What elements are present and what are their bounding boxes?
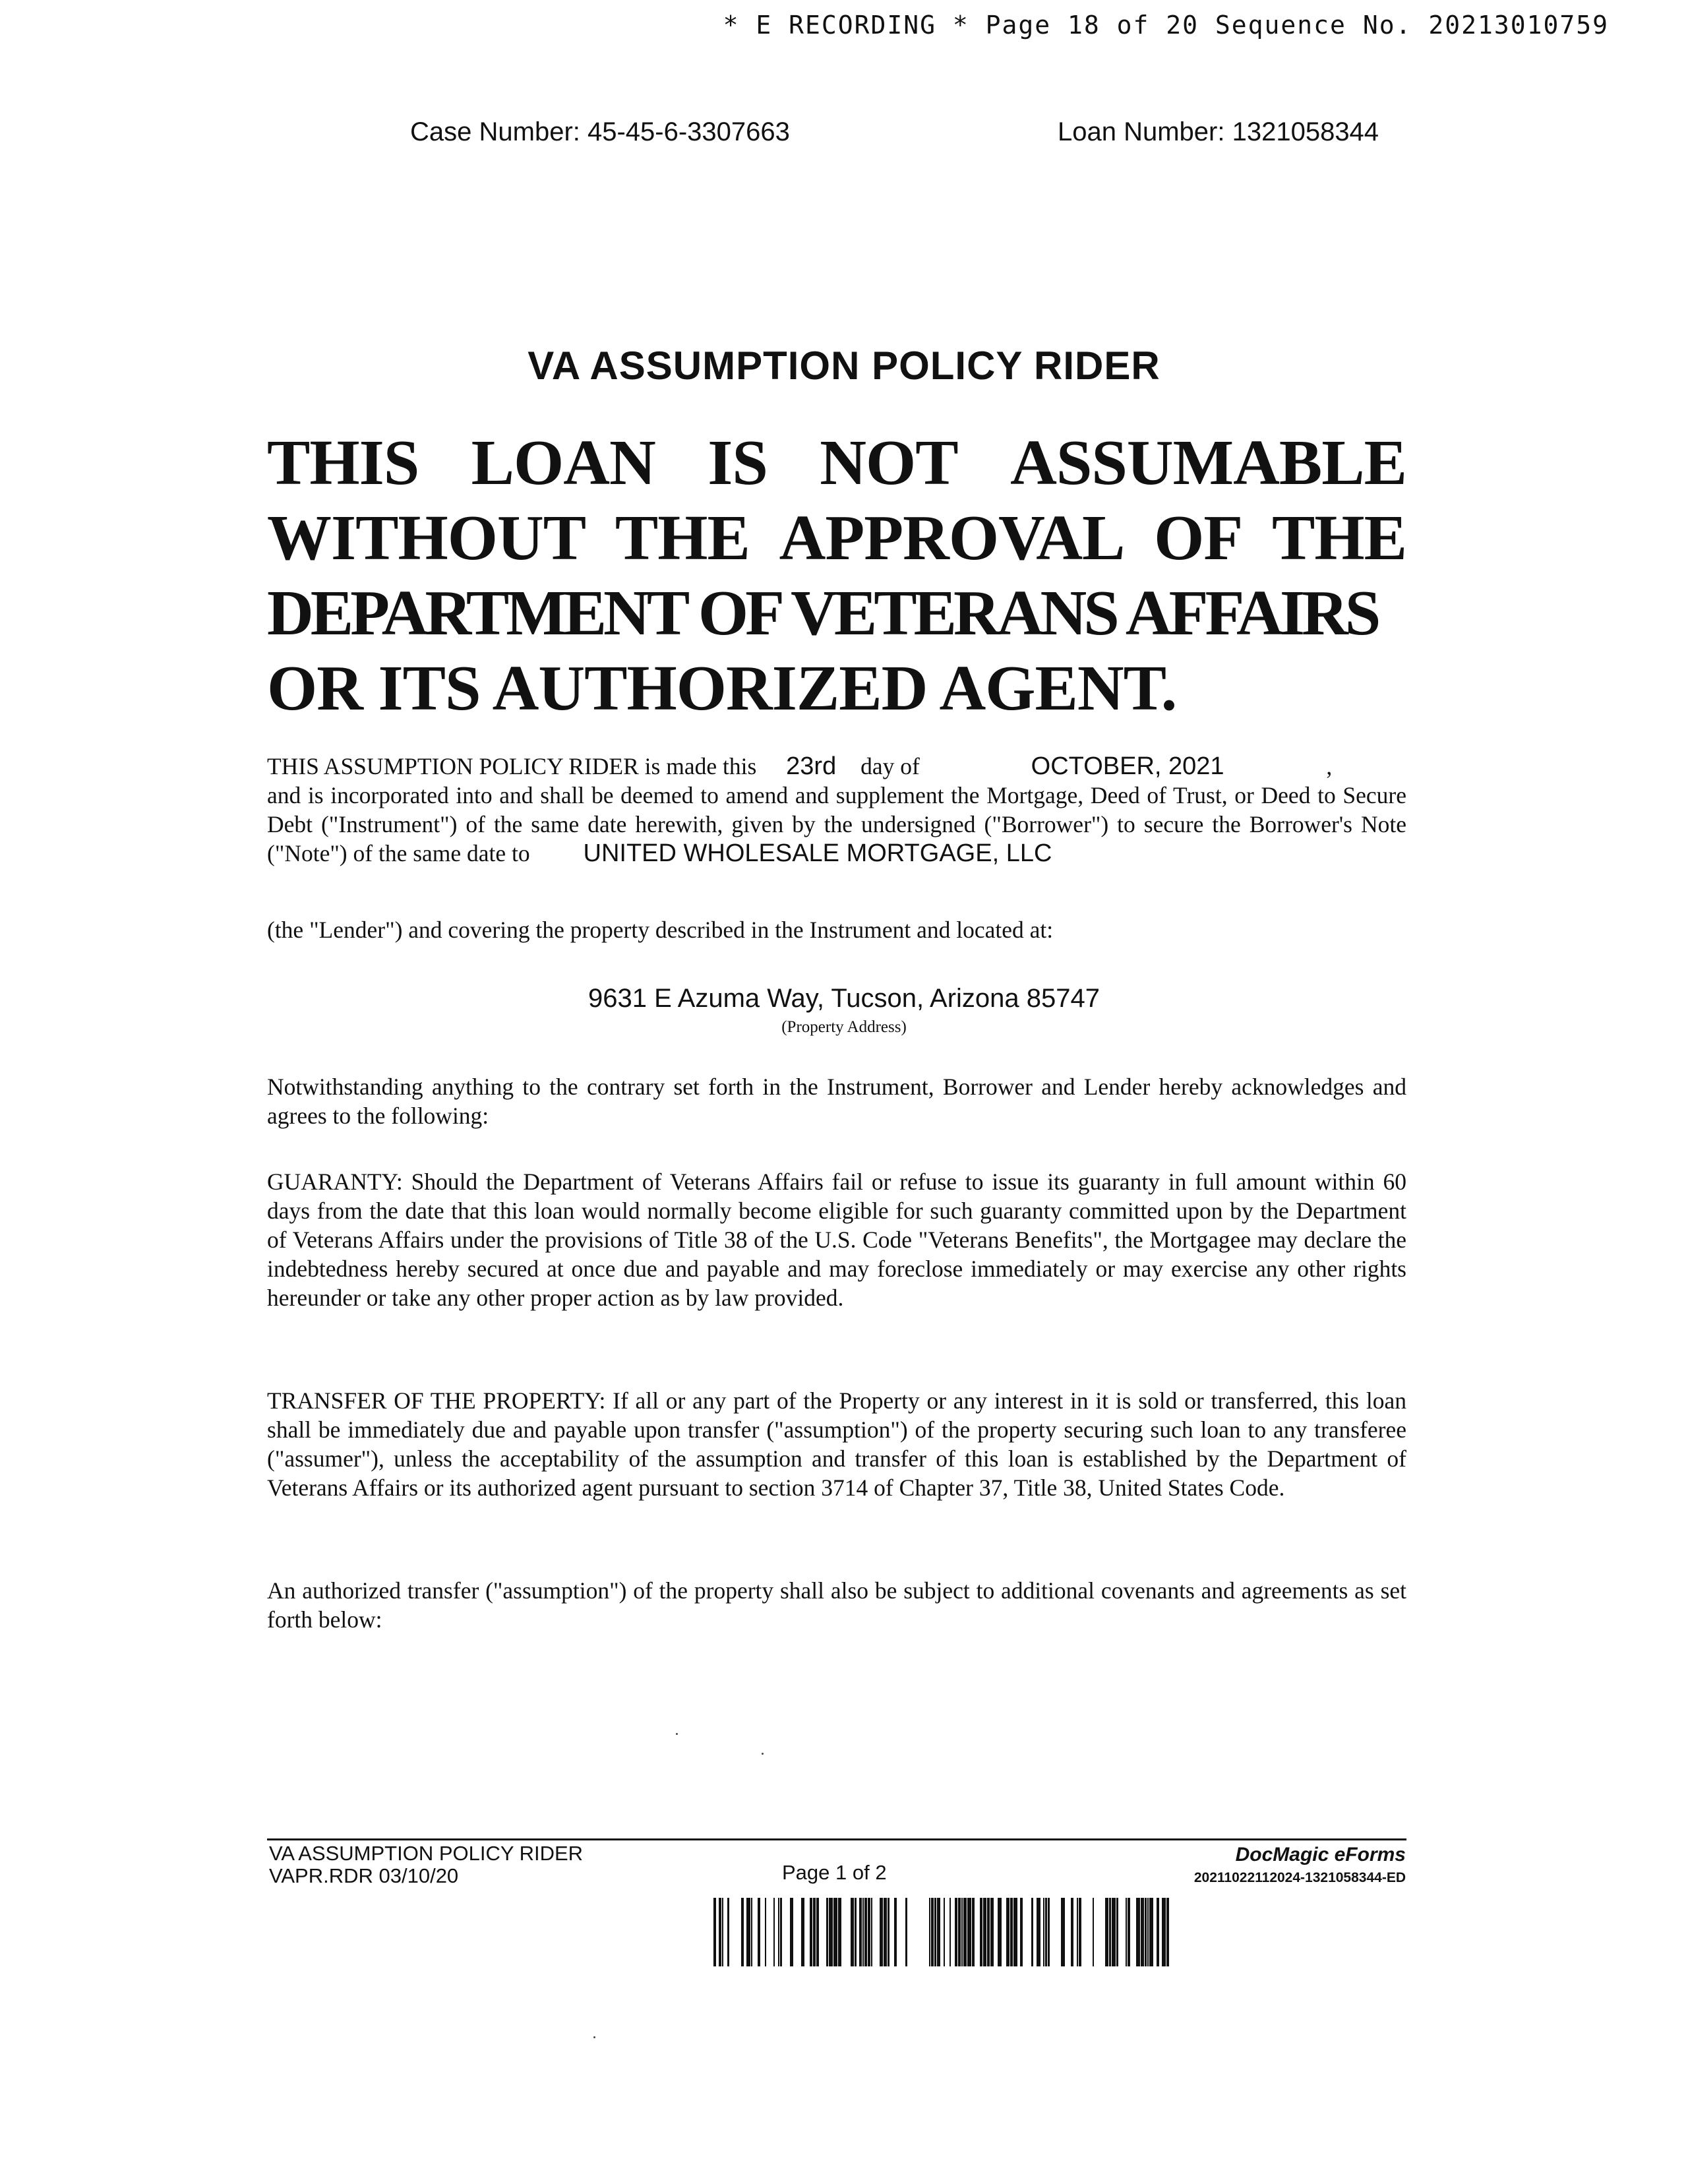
barcode-bar: [713, 1898, 716, 1966]
intro-body: [267, 781, 1406, 868]
barcode-bar: [894, 1898, 897, 1966]
barcode-bar: [862, 1898, 864, 1966]
document-title: VA ASSUMPTION POLICY RIDER: [528, 344, 1160, 388]
barcode-bar: [905, 1898, 907, 1966]
barcode-bar: [1128, 1898, 1130, 1966]
barcode-bar: [1093, 1898, 1094, 1966]
warning-word: DEPARTMENT OF VETERANS AFFAIRS: [267, 578, 1378, 649]
barcode-bar: [963, 1898, 967, 1966]
barcode-bar: [1112, 1898, 1116, 1966]
barcode-bar: [967, 1898, 971, 1966]
barcode-bar: [871, 1898, 872, 1966]
barcode-bar: [790, 1898, 793, 1966]
notwithstanding-paragraph: Notwithstanding anything to the contrary set forth in the Instrument, Borrower and Lender hereby acknowledges and agrees to the following:: [267, 1074, 1406, 1129]
barcode-bar: [813, 1898, 816, 1966]
barcode-bar: [880, 1898, 883, 1966]
barcode-bar: [1162, 1898, 1166, 1966]
warning-word: LOAN: [471, 427, 655, 499]
barcode-bar: [1149, 1898, 1153, 1966]
intro-body-text: and is incorporated into and shall be deemed to amend and supplement the Mortgage, Deed of Trust, or Deed to Secure Debt ("Instrument") of the same date herewith, given by the undersigned ("Borrower") to secure the Borrower's Note ("Note") of the same date to: [267, 782, 1406, 866]
warning-word: APPROVAL: [779, 502, 1125, 574]
barcode-bar: [888, 1898, 889, 1966]
barcode-bar: [829, 1898, 833, 1966]
barcode-bar: [810, 1898, 812, 1966]
barcode-bar: [1157, 1898, 1159, 1966]
barcode-bar: [1126, 1898, 1127, 1966]
scan-speck: [762, 1753, 764, 1755]
barcode-bar: [1010, 1898, 1013, 1966]
day-value: 23rd: [786, 752, 837, 780]
barcode-bar: [1031, 1898, 1033, 1966]
barcode-bar: [980, 1898, 982, 1966]
barcode-bar: [998, 1898, 1002, 1966]
barcode-bar: [990, 1898, 994, 1966]
barcode-bar: [884, 1898, 887, 1966]
footer-document-id: 20211022112024-1321058344-ED: [1193, 1870, 1406, 1885]
barcode-bar: [801, 1898, 804, 1966]
barcode-bar: [741, 1898, 744, 1966]
barcode-bar: [1136, 1898, 1140, 1966]
barcode-bar: [1145, 1898, 1147, 1966]
barcode-bar: [1048, 1898, 1050, 1966]
barcode-bar: [1141, 1898, 1144, 1966]
case-number: Case Number: 45-45-6-3307663: [410, 117, 790, 146]
intro-prefix: THIS ASSUMPTION POLICY RIDER is made this: [267, 753, 757, 779]
warning-line: [267, 501, 1406, 576]
transfer-paragraph: TRANSFER OF THE PROPERTY: If all or any part of the Property or any interest in it is sold or transferred, this loan shall be immediately due and payable upon transfer ("assumption") of the property securing such loan to any transferee ("assumer"), unless the acceptability of the assumption and transfer of this loan is established by the Department of Veterans Affairs or its authorized agent pursuant to section 3714 of Chapter 37, Title 38, United States Code.: [267, 1387, 1406, 1501]
barcode-bar: [983, 1898, 986, 1966]
warning-word: THE: [1272, 502, 1406, 574]
warning-line: [267, 576, 1406, 651]
barcode-bar: [765, 1898, 766, 1966]
barcode-bar: [1071, 1898, 1073, 1966]
barcode-bar: [955, 1898, 957, 1966]
warning-word: THIS: [267, 427, 419, 499]
barcode-bar: [944, 1898, 945, 1966]
month-year-value: OCTOBER, 2021: [1031, 752, 1224, 780]
barcode-image: [712, 1898, 1174, 1969]
assumability-warning: [267, 425, 1406, 726]
barcode-bar: [1043, 1898, 1044, 1966]
barcode-bar: [719, 1898, 721, 1966]
authorized-transfer-paragraph: An authorized transfer ("assumption") of the property shall also be subject to additional covenants and agreements as set forth below:: [267, 1577, 1406, 1633]
barcode-bar: [773, 1898, 775, 1966]
barcode-bar: [1013, 1898, 1017, 1966]
property-address-caption: (Property Address): [781, 1018, 907, 1036]
warning-word: THE: [615, 502, 750, 574]
lender-line: (the "Lender") and covering the property described in the Instrument and located at:: [267, 917, 1054, 943]
barcode-bar: [855, 1898, 857, 1966]
barcode-bar: [868, 1898, 870, 1966]
day-of-label: day of: [860, 753, 920, 779]
barcode-bar: [1147, 1898, 1149, 1966]
barcode-bar: [1079, 1898, 1081, 1966]
barcode-bar: [987, 1898, 990, 1966]
property-address: 9631 E Azuma Way, Tucson, Arizona 85747: [588, 984, 1100, 1013]
footer-form-code: VAPR.RDR 03/10/20: [269, 1864, 459, 1887]
warning-word: IS: [708, 427, 768, 499]
barcode-bar: [833, 1898, 837, 1966]
barcode-bar: [958, 1898, 961, 1966]
barcode-bar: [778, 1898, 779, 1966]
barcode-bar: [1006, 1898, 1010, 1966]
barcode-bar: [937, 1898, 940, 1966]
warning-word: OF: [1154, 502, 1243, 574]
barcode-bar: [816, 1898, 819, 1966]
footer-form-name: VA ASSUMPTION POLICY RIDER: [269, 1842, 584, 1865]
barcode-bar: [1061, 1898, 1065, 1966]
warning-line: [267, 425, 1406, 501]
footer-brand-logo: DocMagic eForms: [1235, 1844, 1406, 1866]
warning-word: ASSUMABLE: [1010, 427, 1406, 499]
barcode-bar: [1116, 1898, 1118, 1966]
warning-word: WITHOUT: [267, 502, 586, 574]
warning-line: [267, 651, 1406, 726]
barcode-bar: [961, 1898, 963, 1966]
guaranty-paragraph: GUARANTY: Should the Department of Veterans Affairs fail or refuse to issue its guaranty in full amount within 60 days from the date that this loan would normally become eligible for such guaranty committed upon by the Department of Veterans Affairs under the provisions of Title 38 of the U.S. Code "Veterans Benefits", the Mortgagee may declare the indebtedness hereby secured at once due and payable and may foreclose immediately or may exercise any other rights hereunder or take any other proper action as by law provided.: [267, 1168, 1406, 1311]
barcode-bar: [931, 1898, 934, 1966]
scan-speck: [676, 1733, 678, 1735]
warning-word: OR ITS AUTHORIZED AGENT.: [267, 653, 1177, 724]
barcode-bar: [838, 1898, 841, 1966]
intro-first-line: [267, 752, 1406, 781]
barcode-bar: [1037, 1898, 1040, 1966]
barcode-bar: [1045, 1898, 1047, 1966]
barcode-bar: [1166, 1898, 1169, 1966]
barcode-bar: [972, 1898, 975, 1966]
warning-word: NOT: [820, 427, 958, 499]
barcode-bar: [864, 1898, 867, 1966]
barcode-bar: [1077, 1898, 1078, 1966]
barcode-bar: [929, 1898, 930, 1966]
barcode-bar: [934, 1898, 936, 1966]
intro-comma: ,: [1326, 753, 1333, 779]
loan-number: Loan Number: 1321058344: [1058, 117, 1379, 146]
barcode-bar: [1020, 1898, 1023, 1966]
footer-page-number: Page 1 of 2: [782, 1861, 887, 1884]
barcode-bar: [1105, 1898, 1108, 1966]
barcode-bar: [859, 1898, 862, 1966]
barcode-bar: [722, 1898, 723, 1966]
barcode-bar: [780, 1898, 782, 1966]
lender-name: UNITED WHOLESALE MORTGAGE, LLC: [583, 839, 1052, 867]
barcode-bar: [746, 1898, 750, 1966]
recording-header: * E RECORDING * Page 18 of 20 Sequence No. 20213010759: [723, 11, 1609, 40]
barcode-bar: [950, 1898, 951, 1966]
barcode-bar: [851, 1898, 854, 1966]
footer-rule: [267, 1838, 1406, 1840]
scan-speck: [593, 2036, 595, 2038]
footer-form-info: [269, 1842, 583, 1887]
barcode-bar: [758, 1898, 760, 1966]
barcode-bar: [751, 1898, 752, 1966]
barcode-bar: [1109, 1898, 1111, 1966]
barcode-bar: [727, 1898, 729, 1966]
barcode-bar: [826, 1898, 828, 1966]
